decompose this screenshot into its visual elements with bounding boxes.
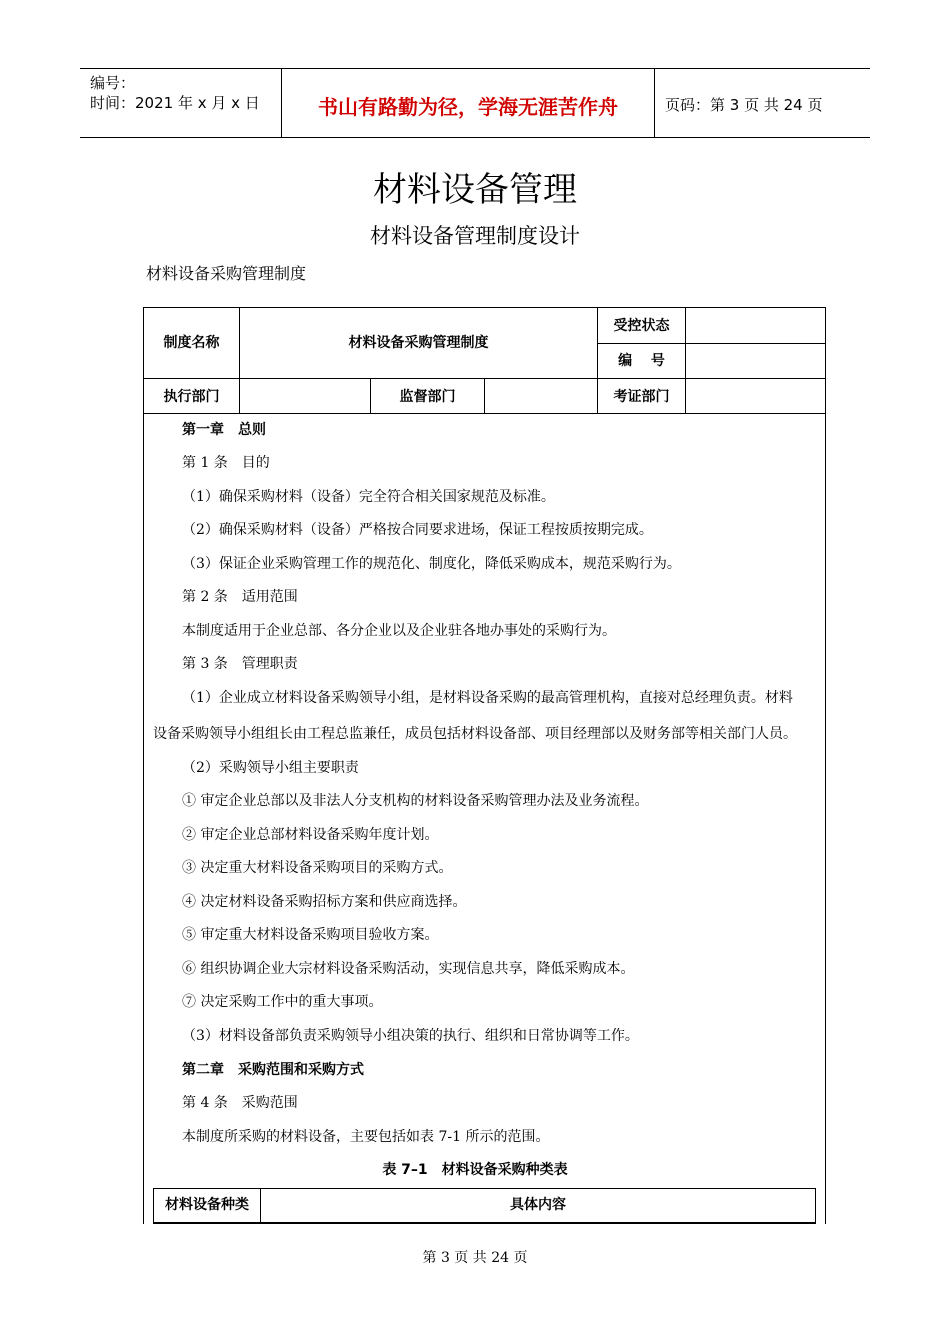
table-col-category: 材料设备种类 [165, 1197, 249, 1213]
list-item: ⑤ 审定重大材料设备采购项目验收方案。 [182, 927, 439, 943]
list-item: ⑥ 组织协调企业大宗材料设备采购活动，实现信息共享，降低采购成本。 [182, 961, 635, 977]
grid-line [153, 1222, 816, 1224]
paragraph: （1）确保采购材料（设备）完全符合相关国家规范及标准。 [182, 489, 555, 505]
header-divider [654, 69, 655, 137]
list-item: ① 审定企业总部以及非法人分支机构的材料设备采购管理办法及业务流程。 [182, 793, 649, 809]
page-header [80, 68, 870, 138]
chapter-heading: 第一章 总则 [182, 422, 266, 438]
grid-line [685, 308, 686, 414]
grid-line [484, 378, 485, 414]
article-heading: 第 4 条 采购范围 [182, 1095, 298, 1111]
document-subtitle: 材料设备管理制度设计 [370, 224, 580, 248]
page-footer: 第 3 页 共 24 页 [422, 1250, 528, 1266]
serial-label: 编号： [90, 74, 136, 92]
section-label: 材料设备采购管理制度 [146, 264, 307, 283]
list-item: ⑦ 决定采购工作中的重大事项。 [182, 994, 383, 1010]
header-page-number: 页码：第 3 页 共 24 页 [665, 96, 823, 114]
regulation-name-label: 制度名称 [163, 335, 220, 351]
table-col-detail: 具体内容 [510, 1197, 566, 1213]
header-left [90, 73, 260, 113]
article-heading: 第 3 条 管理职责 [182, 656, 298, 672]
article-heading: 第 2 条 适用范围 [182, 589, 298, 605]
list-item: ④ 决定材料设备采购招标方案和供应商选择。 [182, 894, 467, 910]
paragraph: （3）保证企业采购管理工作的规范化、制度化，降低采购成本，规范采购行为。 [182, 556, 681, 572]
verify-dept-label: 考证部门 [613, 389, 670, 405]
list-item: ③ 决定重大材料设备采购项目的采购方式。 [182, 860, 453, 876]
paragraph: （1）企业成立材料设备采购领导小组，是材料设备采购的最高管理机构，直接对总经理负责。材料 [182, 690, 793, 706]
document-title: 材料设备管理 [373, 170, 577, 210]
paragraph: （2）采购领导小组主要职责 [182, 760, 359, 776]
grid-line [153, 1188, 816, 1189]
grid-line [597, 343, 825, 344]
time-label: 时间：2021 年 x 月 x 日 [90, 94, 260, 112]
grid-line [815, 1188, 816, 1224]
table-caption: 表 7–1 材料设备采购种类表 [382, 1162, 568, 1178]
paragraph: 设备采购领导小组组长由工程总监兼任，成员包括材料设备部、项目经理部以及财务部等相关部门人员。 [153, 726, 797, 742]
regulation-name-value: 材料设备采购管理制度 [348, 335, 489, 351]
paragraph: （3）材料设备部负责采购领导小组决策的执行、组织和日常协调等工作。 [182, 1028, 639, 1044]
supervise-dept-label: 监督部门 [399, 389, 456, 405]
paragraph: （2）确保采购材料（设备）严格按合同要求进场，保证工程按质按期完成。 [182, 522, 653, 538]
article-heading: 第 1 条 目的 [182, 455, 270, 471]
chapter-heading: 第二章 采购范围和采购方式 [182, 1062, 364, 1078]
list-item: ② 审定企业总部材料设备采购年度计划。 [182, 827, 439, 843]
exec-dept-label: 执行部门 [163, 389, 220, 405]
control-status-label: 受控状态 [613, 318, 670, 334]
number-label: 编 号 [618, 353, 665, 369]
paragraph: 本制度所采购的材料设备，主要包括如表 7-1 所示的范围。 [182, 1129, 550, 1145]
paragraph: 本制度适用于企业总部、各分企业以及企业驻各地办事处的采购行为。 [182, 623, 616, 639]
header-motto: 书山有路勤为径，学海无涯苦作舟 [318, 95, 618, 119]
grid-line [239, 308, 240, 414]
